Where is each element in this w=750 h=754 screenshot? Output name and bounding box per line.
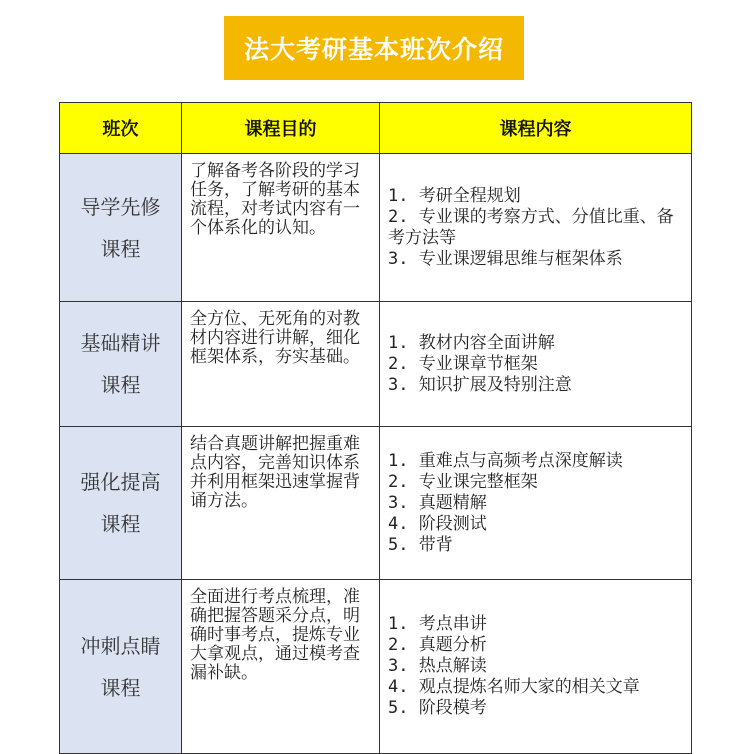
content-item: 4. 阶段测试 xyxy=(388,513,487,534)
course-goal: 结合真题讲解把握重难点内容，完善知识体系并利用框架迅速掌握背诵方法。 xyxy=(182,427,380,580)
class-name: 导学先修 xyxy=(80,194,161,219)
table-row xyxy=(60,302,692,427)
course-goal: 全面进行考点梳理，准确把握答题采分点，明确时事考点，提炼专业大拿观点，通过模考查漏补缺。 xyxy=(182,580,380,754)
table-row xyxy=(60,580,692,754)
table-row xyxy=(60,427,692,580)
header-class: 班次 xyxy=(60,103,182,154)
course-table xyxy=(59,102,692,754)
content-item: 1. 考点串讲 xyxy=(388,614,487,634)
content-item: 2. 专业课的考察方式、分值比重、备考方法等 xyxy=(388,206,674,248)
content-item: 1. 教材内容全面讲解 xyxy=(388,332,555,353)
content-item: 3. 真题精解 xyxy=(388,492,487,513)
class-name: 强化提高 xyxy=(80,470,161,494)
class-name-cell xyxy=(60,580,182,754)
content-item: 4. 观点提炼名师大家的相关文章 xyxy=(388,677,640,697)
course-content xyxy=(380,154,692,302)
content-item: 3. 热点解读 xyxy=(388,656,487,676)
table-header-row xyxy=(60,103,692,154)
class-name-suffix: 课程 xyxy=(100,512,141,536)
course-goal: 全方位、无死角的对教材内容进行讲解，细化框架体系，夯实基础。 xyxy=(182,302,380,427)
class-name-suffix: 课程 xyxy=(100,236,141,261)
class-name-suffix: 课程 xyxy=(100,373,141,397)
content-item: 2. 专业课完整框架 xyxy=(388,471,538,492)
page-title: 法大考研基本班次介绍 xyxy=(224,16,524,80)
course-content xyxy=(380,302,692,427)
content-item: 3. 专业课逻辑思维与框架体系 xyxy=(388,248,623,269)
content-item: 5. 阶段模考 xyxy=(388,698,487,718)
content-item: 2. 专业课章节框架 xyxy=(388,353,538,374)
header-goal: 课程目的 xyxy=(182,103,380,154)
content-item: 1. 重难点与高频考点深度解读 xyxy=(388,450,623,471)
class-name-cell xyxy=(60,427,182,580)
table-row xyxy=(60,154,692,302)
class-name-cell xyxy=(60,302,182,427)
class-name: 基础精讲 xyxy=(80,331,161,355)
header-content: 课程内容 xyxy=(380,103,692,154)
class-name-cell xyxy=(60,154,182,302)
course-content xyxy=(380,427,692,580)
class-name-suffix: 课程 xyxy=(100,675,141,700)
course-content xyxy=(380,580,692,754)
content-item: 5. 带背 xyxy=(388,534,453,555)
content-item: 3. 知识扩展及特别注意 xyxy=(388,374,572,395)
content-item: 1. 考研全程规划 xyxy=(388,185,521,206)
course-goal: 了解备考各阶段的学习任务，了解考研的基本流程，对考试内容有一个体系化的认知。 xyxy=(182,154,380,302)
content-item: 2. 真题分析 xyxy=(388,635,487,655)
class-name: 冲刺点睛 xyxy=(80,633,161,658)
